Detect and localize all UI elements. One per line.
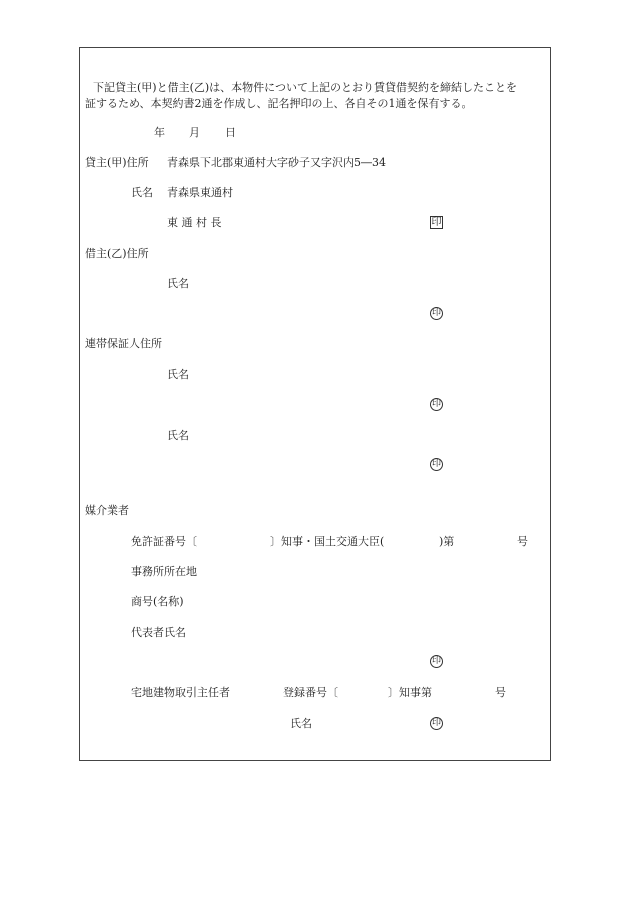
broker-heading: 媒介業者	[85, 504, 129, 517]
agent-name-label: 氏名	[290, 717, 312, 730]
guarantor-seal-mark-1: 印	[431, 399, 441, 409]
date-month: 月	[189, 126, 200, 139]
license-paren-close: )第	[439, 535, 455, 548]
registration-suffix: 号	[495, 686, 506, 699]
guarantor-address-label: 連帯保証人住所	[85, 337, 162, 350]
guarantor-seal-mark-2: 印	[431, 459, 441, 469]
agent-label: 宅地建物取引主任者	[131, 686, 230, 699]
license-authority: 〕知事・国土交通大臣(	[270, 535, 385, 548]
license-label: 免許証番号〔	[131, 535, 197, 548]
date-day: 日	[225, 126, 236, 139]
lessor-name-label: 氏名	[131, 186, 153, 199]
lessee-name-label: 氏名	[167, 277, 189, 290]
intro-line-1: 下記貸主(甲)と借主(乙)は、本物件について上記のとおり賃貸借契約を締結したことを	[93, 81, 517, 94]
representative-seal-mark: 印	[431, 656, 441, 666]
date-year: 年	[154, 126, 165, 139]
lessor-name-value: 青森県東通村	[167, 186, 233, 199]
guarantor-name-label-2: 氏名	[167, 429, 189, 442]
registration-label: 登録番号〔	[283, 686, 338, 699]
lessor-title-value: 東 通 村 長	[167, 216, 222, 229]
license-number-suffix: 号	[517, 535, 528, 548]
contract-signature-frame	[79, 47, 551, 761]
lessor-seal-mark: 印	[431, 217, 442, 228]
trade-name-label: 商号(名称)	[131, 595, 184, 608]
office-address-label: 事務所所在地	[131, 565, 197, 578]
lessor-address-label: 貸主(甲)住所	[85, 156, 149, 169]
registration-authority: 〕知事第	[388, 686, 432, 699]
lessor-address-value: 青森県下北郡東通村大字砂子又字沢内5―34	[167, 156, 386, 169]
lessee-seal-mark: 印	[431, 308, 441, 318]
guarantor-name-label-1: 氏名	[167, 368, 189, 381]
agent-seal-mark: 印	[431, 718, 441, 728]
intro-line-2: 証するため、本契約書2通を作成し、記名押印の上、各自その1通を保有する。	[85, 97, 473, 110]
lessee-address-label: 借主(乙)住所	[85, 247, 149, 260]
representative-name-label: 代表者氏名	[131, 626, 186, 639]
